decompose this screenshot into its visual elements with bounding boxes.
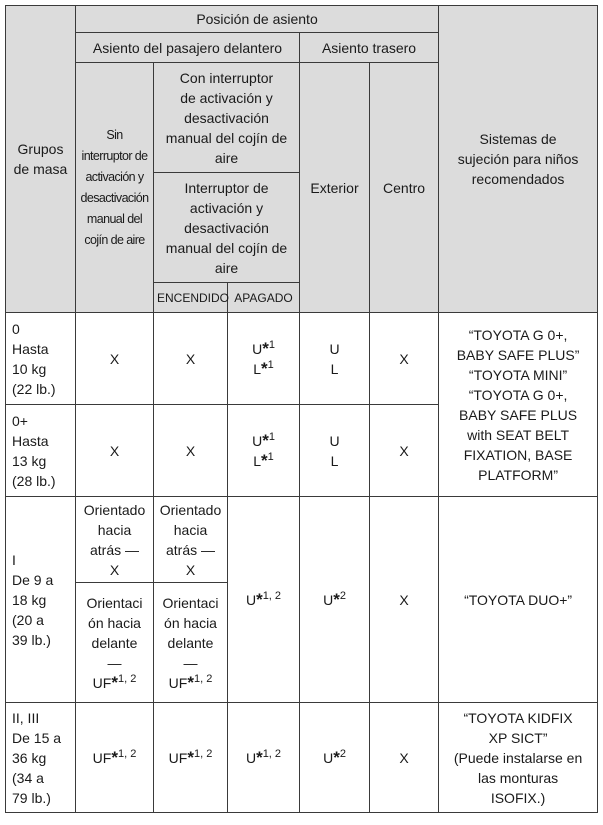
mass-group-cell	[6, 405, 76, 497]
recommended-text: BABY SAFE PLUS”	[456, 346, 580, 363]
with-switch-header	[154, 63, 300, 173]
cell-value: Orientado	[83, 501, 146, 518]
asterisk: *	[262, 430, 269, 450]
without-switch-label: Sin	[106, 127, 123, 142]
cell-value: X	[399, 591, 409, 608]
cell-value: delante	[167, 634, 214, 651]
mass-group-cell	[6, 703, 76, 813]
asterisk: *	[187, 747, 194, 767]
table-row	[6, 313, 598, 405]
seat-mark: UF	[92, 674, 112, 691]
center-header	[370, 63, 439, 313]
outer-header	[300, 63, 370, 313]
mass-group-cell	[6, 313, 76, 405]
recommended-text: “TOYOTA G 0+,	[468, 386, 568, 403]
mass-group-text: (28 lb.)	[12, 472, 56, 489]
table-row	[6, 703, 598, 813]
without-switch-label: cojín de aire	[84, 232, 145, 247]
seat-mark: L	[253, 360, 262, 377]
recommended-cell	[439, 703, 598, 813]
mass-group-text: Hasta	[12, 340, 49, 357]
front-passenger-header	[76, 33, 300, 63]
recommended-label: Sistemas de	[479, 131, 557, 147]
recommended-text: XP SICT”	[488, 729, 548, 746]
table-row	[6, 497, 598, 583]
switch-label: aire	[214, 259, 239, 276]
asterisk: *	[261, 450, 268, 470]
cell-value: Orientaci	[86, 594, 143, 611]
footnote-ref: 1, 2	[117, 672, 137, 685]
footnote-ref: 1	[268, 430, 275, 443]
mass-group-text: (22 lb.)	[12, 380, 56, 397]
footnote-ref: 1, 2	[262, 589, 282, 602]
mass-group-text: 0+	[12, 412, 28, 429]
footnote-ref: 1	[267, 358, 274, 371]
forward-facing-without-cell	[76, 583, 154, 703]
mass-groups-header	[6, 6, 76, 313]
asterisk: *	[262, 338, 269, 358]
cell-value	[79, 673, 150, 693]
footnote-ref: 1, 2	[193, 747, 213, 760]
recommended-label: recomendados	[471, 171, 565, 187]
cell-value	[231, 359, 296, 379]
without-switch-label: activación y	[85, 169, 144, 184]
with-switch-label: de activación y	[180, 89, 273, 106]
cell-value	[231, 339, 296, 359]
switch-on-label: ENCENDIDO	[157, 290, 230, 305]
outer-label: Exterior	[310, 179, 359, 196]
outer-cell	[300, 313, 370, 405]
cell-value: U	[329, 432, 340, 449]
cell-value	[231, 451, 296, 471]
cell-value: L	[330, 452, 339, 469]
mass-group-text: I	[12, 551, 16, 568]
seat-mark: U	[252, 340, 263, 357]
switch-on-cell	[154, 405, 228, 497]
switch-label: activación y	[189, 199, 264, 216]
asterisk: *	[111, 672, 118, 692]
asterisk: *	[256, 747, 263, 767]
mass-group-text: 0	[12, 320, 20, 337]
recommended-text: “TOYOTA KIDFIX	[463, 709, 573, 726]
without-switch-cell	[76, 703, 154, 813]
asterisk: *	[111, 747, 118, 767]
cell-value: ón hacia	[164, 614, 217, 631]
cell-value: hacia	[97, 521, 132, 538]
switch-off-cell	[228, 497, 300, 703]
without-switch-label: interruptor de	[81, 148, 148, 163]
mass-groups-label: Grupos de masa	[13, 141, 68, 177]
cell-value: atrás —	[165, 541, 215, 558]
cell-value: X	[109, 442, 120, 459]
switch-label: Interruptor de	[184, 179, 269, 196]
forward-facing-on-cell	[154, 583, 228, 703]
recommended-text: ISOFIX.)	[490, 789, 546, 806]
mass-group-text: 13 kg	[12, 452, 47, 469]
mass-group-text: 79 lb.)	[12, 789, 51, 806]
seat-position-label: Posición de asiento	[196, 11, 318, 27]
cell-value: U	[329, 340, 340, 357]
footnote-ref: 1, 2	[117, 747, 137, 760]
switch-label: desactivación	[184, 219, 269, 236]
seat-mark: UF	[168, 749, 188, 766]
seat-mark: UF	[168, 674, 188, 691]
with-switch-label: Con interruptor	[179, 69, 274, 86]
switch-on-cell	[154, 313, 228, 405]
asterisk: *	[187, 672, 194, 692]
recommended-text: BABY SAFE PLUS	[459, 406, 578, 423]
with-switch-label: manual del cojín de	[165, 129, 288, 146]
without-switch-label: desactivación	[80, 190, 149, 205]
recommended-text: “TOYOTA DUO+”	[464, 591, 573, 608]
with-switch-label: aire	[214, 149, 239, 166]
switch-on-cell	[154, 703, 228, 813]
switch-header	[154, 173, 300, 283]
asterisk: *	[256, 589, 263, 609]
cell-value: X	[399, 350, 409, 367]
cell-value: Orientaci	[162, 594, 219, 611]
switch-on-header	[154, 283, 228, 313]
recommended-text: las monturas	[477, 769, 559, 786]
cell-value: X	[399, 749, 409, 766]
recommended-header	[439, 6, 598, 313]
cell-value: L	[330, 360, 339, 377]
asterisk: *	[333, 589, 340, 609]
recommended-text: with SEAT BELT	[467, 426, 570, 443]
cell-value: hacia	[173, 521, 208, 538]
cell-value: X	[185, 561, 196, 578]
cell-value	[157, 673, 224, 693]
rear-facing-without-cell	[76, 497, 154, 583]
asterisk: *	[333, 747, 340, 767]
cell-value: delante	[91, 634, 138, 651]
outer-cell	[300, 703, 370, 813]
mass-group-text: (20 a	[12, 611, 44, 628]
cell-value: X	[109, 561, 120, 578]
footnote-ref: 2	[339, 589, 346, 602]
seat-mark: U	[323, 749, 334, 766]
with-switch-label: desactivación	[184, 109, 269, 126]
cell-value: X	[185, 350, 196, 367]
mass-group-text: De 15 a	[12, 729, 62, 746]
mass-group-text: De 9 a	[12, 571, 54, 588]
footnote-ref: 1	[267, 450, 274, 463]
rear-seat-header	[300, 33, 439, 63]
mass-group-text: Hasta	[12, 432, 49, 449]
cell-value: X	[399, 442, 409, 459]
child-seat-table	[5, 5, 598, 813]
recommended-text: PLATFORM”	[478, 466, 558, 483]
footnote-ref: 1, 2	[262, 747, 282, 760]
recommended-text: “TOYOTA MINI”	[468, 366, 568, 383]
switch-off-cell	[228, 405, 300, 497]
recommended-label: sujeción para niños	[457, 151, 579, 167]
seat-mark: U	[252, 432, 263, 449]
mass-group-text: 36 kg	[12, 749, 47, 766]
outer-cell	[300, 405, 370, 497]
cell-value	[231, 431, 296, 451]
center-cell	[370, 313, 439, 405]
front-passenger-label: Asiento del pasajero delantero	[92, 39, 283, 56]
seat-position-header	[76, 6, 439, 33]
recommended-cell	[439, 497, 598, 703]
mass-group-text: 18 kg	[12, 591, 47, 608]
footnote-ref: 2	[339, 747, 346, 760]
cell-value: X	[109, 350, 120, 367]
recommended-text: (Puede instalarse en	[453, 749, 583, 766]
cell-value: atrás —	[89, 541, 139, 558]
switch-off-header	[228, 283, 300, 313]
mass-group-text: (34 a	[12, 769, 44, 786]
switch-off-label: APAGADO	[234, 290, 293, 305]
seat-mark: U	[245, 591, 257, 608]
footnote-ref: 1	[268, 338, 275, 351]
mass-group-text: 10 kg	[12, 360, 47, 377]
cell-value: X	[185, 442, 196, 459]
rear-facing-on-cell	[154, 497, 228, 583]
rear-seat-label: Asiento trasero	[321, 39, 417, 56]
switch-label: manual del cojín de	[165, 239, 288, 256]
without-switch-header	[76, 63, 154, 313]
outer-cell	[300, 497, 370, 703]
center-cell	[370, 497, 439, 703]
seat-mark: L	[253, 452, 262, 469]
seat-mark: UF	[92, 749, 112, 766]
cell-value: ón hacia	[88, 614, 141, 631]
mass-group-cell	[6, 497, 76, 703]
footnote-ref: 1, 2	[193, 672, 213, 685]
recommended-text: FIXATION, BASE	[463, 446, 573, 463]
seat-mark: U	[323, 591, 334, 608]
mass-group-text: II, III	[12, 709, 40, 726]
asterisk: *	[261, 358, 268, 378]
recommended-text: “TOYOTA G 0+,	[468, 326, 568, 343]
without-switch-cell	[76, 313, 154, 405]
center-cell	[370, 405, 439, 497]
seat-mark: U	[245, 749, 257, 766]
switch-off-cell	[228, 313, 300, 405]
center-cell	[370, 703, 439, 813]
mass-group-text: 39 lb.)	[12, 631, 51, 648]
center-label: Centro	[383, 179, 426, 196]
without-switch-cell	[76, 405, 154, 497]
cell-value: —	[183, 654, 198, 671]
cell-value: Orientado	[159, 501, 222, 518]
recommended-cell	[439, 313, 598, 497]
cell-value: —	[107, 654, 122, 671]
without-switch-label: manual del	[86, 211, 143, 226]
switch-off-cell	[228, 703, 300, 813]
